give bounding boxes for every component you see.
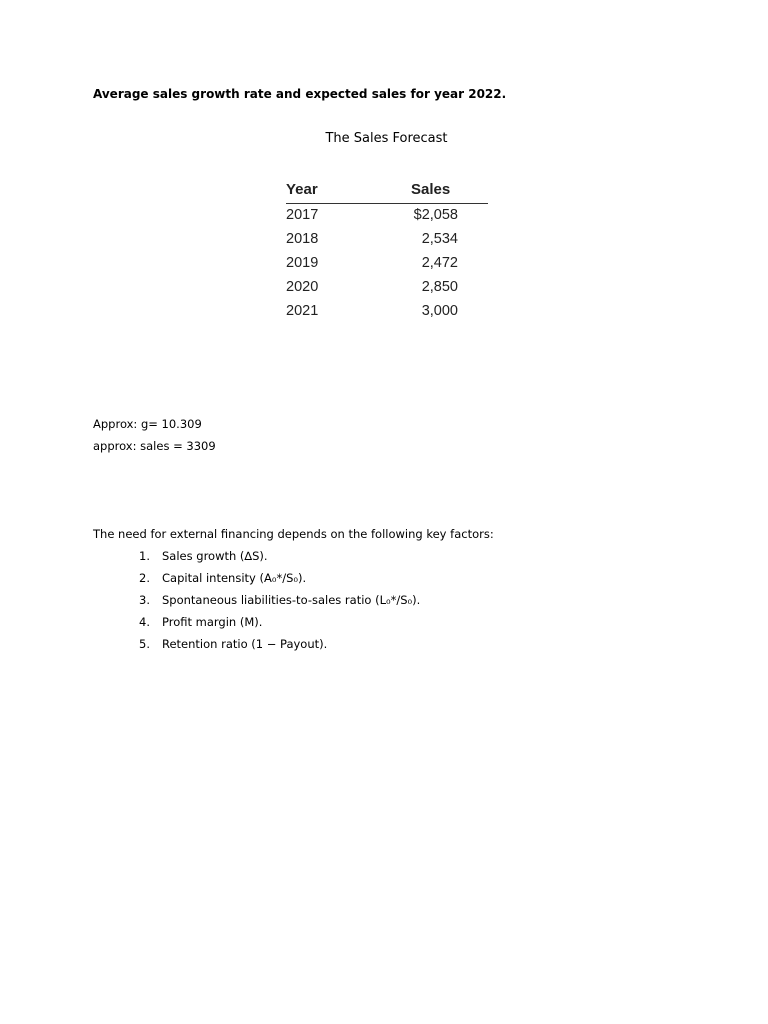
table-row	[286, 204, 488, 228]
year-cell: 2017	[286, 207, 319, 223]
list-number: 3.	[139, 593, 150, 607]
list-item	[139, 637, 420, 659]
factors-intro: The need for external financing depends on the following key factors:	[93, 527, 494, 541]
list-number: 2.	[139, 571, 150, 585]
list-item-text: Profit margin (M).	[162, 615, 263, 629]
table-caption: The Sales Forecast	[325, 131, 448, 146]
sales-cell: 2,472	[421, 255, 458, 271]
year-cell: 2021	[286, 303, 319, 319]
list-item-text: Sales growth (∆S).	[162, 549, 268, 563]
list-item-text: Capital intensity (A₀*/S₀).	[162, 571, 307, 585]
list-item	[139, 615, 420, 637]
year-cell: 2018	[286, 231, 319, 247]
list-number: 4.	[139, 615, 150, 629]
table-row	[286, 252, 488, 276]
list-item-text: Retention ratio (1 − Payout).	[162, 637, 328, 651]
approx-sales-text: approx: sales = 3309	[93, 439, 216, 453]
page-heading: Average sales growth rate and expected sales for year 2022.	[93, 87, 507, 101]
sales-cell: $2,058	[413, 207, 458, 223]
sales-cell: 3,000	[421, 303, 458, 319]
year-cell: 2020	[286, 279, 319, 295]
column-header-year: Year	[286, 181, 318, 198]
list-item	[139, 549, 420, 571]
table-row	[286, 300, 488, 324]
list-number: 1.	[139, 549, 150, 563]
approx-growth-text: Approx: g= 10.309	[93, 417, 202, 431]
sales-cell: 2,850	[421, 279, 458, 295]
column-header-sales: Sales	[411, 181, 451, 198]
key-factors-list	[139, 549, 420, 659]
list-item	[139, 593, 420, 615]
list-item	[139, 571, 420, 593]
sales-forecast-table	[286, 180, 488, 324]
list-item-text: Spontaneous liabilities-to-sales ratio (L₀*/S₀).	[162, 593, 421, 607]
year-cell: 2019	[286, 255, 319, 271]
table-header-row	[286, 180, 488, 204]
table-row	[286, 276, 488, 300]
sales-cell: 2,534	[421, 231, 458, 247]
table-row	[286, 228, 488, 252]
list-number: 5.	[139, 637, 150, 651]
